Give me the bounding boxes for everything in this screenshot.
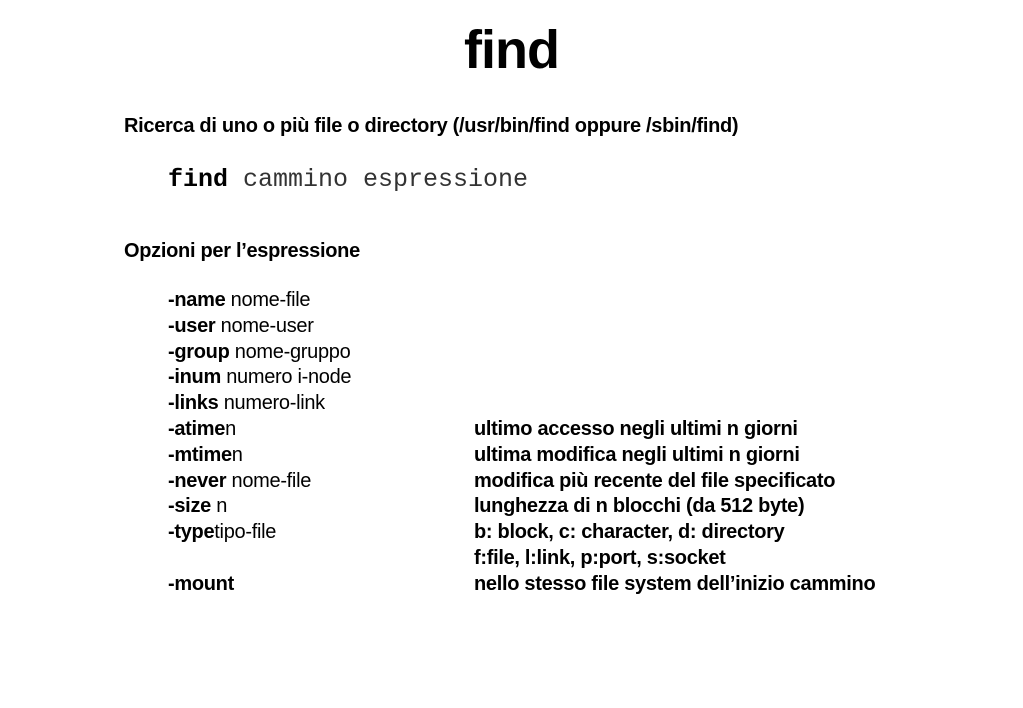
option-flag: -links (168, 392, 219, 415)
option-argument: n (231, 443, 243, 466)
option-flag: -name (168, 289, 226, 311)
option-row (168, 443, 968, 469)
option-argument: tipo-file (214, 521, 277, 544)
option-row (168, 340, 968, 366)
options-list (168, 288, 968, 598)
option-argument: nome-gruppo (229, 340, 351, 363)
command-syntax (168, 164, 528, 196)
option-description: f:file, l:link, p:port, s:socket (474, 546, 726, 569)
option-flag: -mtime (168, 443, 232, 466)
option-argument: numero-link (218, 392, 325, 415)
syntax-arguments: cammino espressione (228, 165, 529, 194)
option-row (168, 546, 968, 572)
option-flag: -type (168, 521, 215, 544)
option-flag: -size (168, 495, 211, 518)
option-description: ultima modifica negli ultimi n giorni (474, 443, 800, 466)
option-flag: -group (168, 340, 230, 363)
intro-text: Ricerca di uno o più file o directory (/usr/bin/find oppure /sbin/find) (124, 115, 739, 137)
option-row (168, 520, 968, 546)
option-row (168, 494, 968, 520)
option-row (168, 365, 968, 391)
option-argument: n (225, 417, 236, 440)
option-row (168, 314, 968, 340)
option-argument: nome-user (215, 314, 314, 337)
options-heading: Opzioni per l’espressione (124, 240, 360, 262)
option-description: b: block, c: character, d: directory (474, 521, 785, 544)
option-flag: -atime (168, 417, 226, 440)
option-flag: -inum (168, 366, 221, 389)
option-row (168, 572, 968, 598)
option-argument: nome-file (225, 289, 311, 311)
option-row (168, 417, 968, 443)
option-flag: -never (168, 469, 227, 492)
option-flag: -user (168, 314, 216, 337)
option-argument: nome-file (226, 469, 312, 492)
option-description: ultimo accesso negli ultimi n giorni (474, 417, 798, 440)
option-description: lunghezza di n blocchi (da 512 byte) (474, 495, 805, 518)
option-description: modifica più recente del file specificato (474, 469, 836, 492)
page-title: find (464, 20, 559, 80)
syntax-command: find (168, 165, 229, 194)
option-flag: -mount (168, 572, 234, 595)
option-argument: n (210, 495, 228, 518)
option-argument: numero i-node (220, 366, 352, 389)
option-row (168, 469, 968, 495)
option-row (168, 288, 968, 314)
option-row (168, 391, 968, 417)
option-description: nello stesso file system dell’inizio cammino (474, 572, 876, 595)
